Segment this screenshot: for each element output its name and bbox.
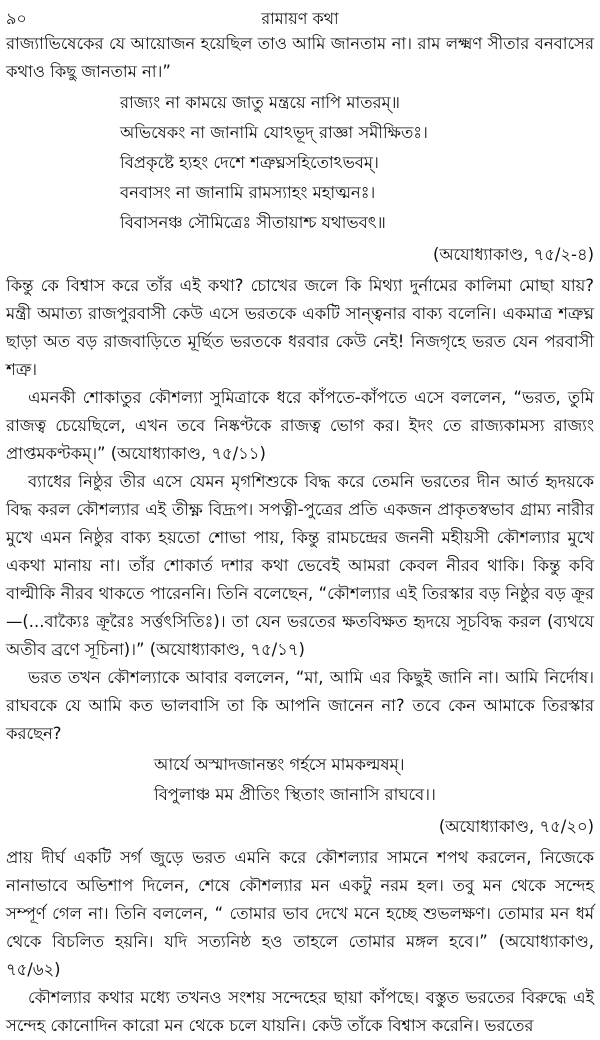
paragraph-7: কৌশল্যার কথার মধ্যে তখনও সংশয় সন্দেহের ছায়া কাঁপছে। বস্তুত ভরতের বিরুদ্ধে এই সন্দেহ কোনোদিন কারো মন থেকে চলে যায়নি। কেউ তাঁকে বিশ্বাস করেনি। ভরতের [6,988,594,1035]
verse-line: বিপুলাঞ্চ মম প্রীতিং স্থিতাং জানাসি রাঘবে।। [154,785,436,804]
citation-2: (অযোধ্যাকাণ্ড, ৭৫/২০) [438,817,594,836]
verse-line: বনবাসং না জানামি রামস্যাহং মহাত্মনঃ। [120,183,376,202]
paragraph-5: ভরত তখন কৌশল্যাকে আবার বললেন, “মা, আমি এর কিছুই জানি না। আমি নির্দোষ। রাঘবকে যে আমি কত ভালবাসি তা কি আপনি জানেন না? তবে কেন আমাকে তিরস্কার করছেন? [6,668,594,743]
paragraph-3: এমনকী শোকাতুর কৌশল্যা সুমিত্রাকে ধরে কাঁপতে-কাঁপতে এসে বললেন, “ভরত, তুমি রাজত্ব চেয়েছিলে, এখন তবে নিষ্কণ্টকে রাজত্ব ভোগ কর। ইদং তে রাজ্যকামস্য রাজ্যং প্রাপ্তমকণ্টকম্।” (অযোধ্যাকাণ্ড, ৭৫/১১) [6,388,594,463]
verse-line: অভিষেকং না জানামি যোঽভূদ্ রাজ্ঞা সমীক্ষিতঃ। [120,123,428,142]
page-header [6,6,594,30]
paragraph-continuation: রাজ্যাভিষেকের যে আয়োজন হয়েছিল তাও আমি জানতাম না। রাম লক্ষ্মণ সীতার বনবাসের কথাও কিছু জানতাম না।” [6,34,594,81]
running-title: রামায়ণ কথা [261,9,339,28]
sanskrit-verse-2 [154,750,594,810]
paragraph-2: কিন্তু কে বিশ্বাস করে তাঁর এই কথা? চোখের জলে কি মিথ্যা দুর্নামের কালিমা মোছা যায়? মন্ত্রী অমাত্য রাজপুরবাসী কেউ এসে ভরতকে একটি সান্ত্বনার বাক্য বলেনি। একমাত্র শত্রুঘ্ন ছাড়া অত বড় রাজবাড়িতে মূর্ছিত ভরতকে ধরবার কেউ নেই! নিজগৃহে ভরত যেন পরবাসী শত্রু। [6,276,594,379]
citation-1: (অযোধ্যাকাণ্ড, ৭৫/২-৪) [432,245,594,264]
paragraph-6: প্রায় দীর্ঘ একটি সর্গ জুড়ে ভরত এমনি করে কৌশল্যার সামনে শপথ করলেন, নিজেকে নানাভাবে অভিশাপ দিলেন, শেষে কৌশল্যার মন একটু নরম হল। তবু মন থেকে সন্দেহ সম্পূর্ণ গেল না। তিনি বললেন, “ তোমার ভাব দেখে মনে হচ্ছে শুভলক্ষণ। তোমার মন ধর্ম থেকে বিচলিত হয়নি। যদি সত্যনিষ্ঠ হও তাহলে তোমার মঙ্গল হবে।” (অযোধ্যাকাণ্ড, ৭৫/৬২) [6,848,594,979]
paragraph-4: ব্যাধের নিষ্ঠুর তীর এসে যেমন মৃগশিশুকে বিদ্ধ করে তেমনি ভরতের দীন আর্ত হৃদয়কে বিদ্ধ করল কৌশল্যার এই তীক্ষ্ণ বিদ্রূপ। সপত্নী-পুত্রের প্রতি একজন প্রাকৃতস্বভাব গ্রাম্য নারীর মুখে এমন নিষ্ঠুর বাক্য হয়তো শোভা পায়, কিন্তু রামচন্দ্রের জননী মহীয়সী কৌশল্যার মুখে একথা মানায় না। তাঁর শোকার্ত দশার কথা ভেবেই আমরা কেবল নীরব থাকি। কিন্তু কবি বাল্মীকি নীরব থাকতে পারেননি। তিনি বলেছেন, “কৌশল্যার এই তিরস্কার বড় নিষ্ঠুর বড় ক্রূর—(...বাক্যৈঃ ক্রূরৈঃ সর্ত্তৎসিতিঃ)। তা যেন ভরতের ক্ষতবিক্ষত হৃদয়ে সূচবিদ্ধ করল (ব্যথযে অতীব ব্রণে সূচিনা)।” (অযোধ্যাকাণ্ড, ৭৫/১৭) [6,472,594,659]
verse-line: আর্যে অস্মাদজানন্তং গর্হসে মামকল্মষম্। [154,755,405,774]
verse-line: রাজ্যং না কাময়ে জাতু মন্ত্রয়ে নাপি মাতরম্॥ [120,93,400,112]
sanskrit-verse-1 [120,88,594,238]
page-number: ৯০ [6,9,27,28]
verse-line: বিবাসনঞ্চ সৌমিত্রেঃ সীতায়াশ্চ যথাভবৎ॥ [120,213,386,232]
verse-line: বিপ্রকৃষ্টে হ্যহং দেশে শত্রুঘ্নসহিতোঽভবম্। [120,153,379,172]
